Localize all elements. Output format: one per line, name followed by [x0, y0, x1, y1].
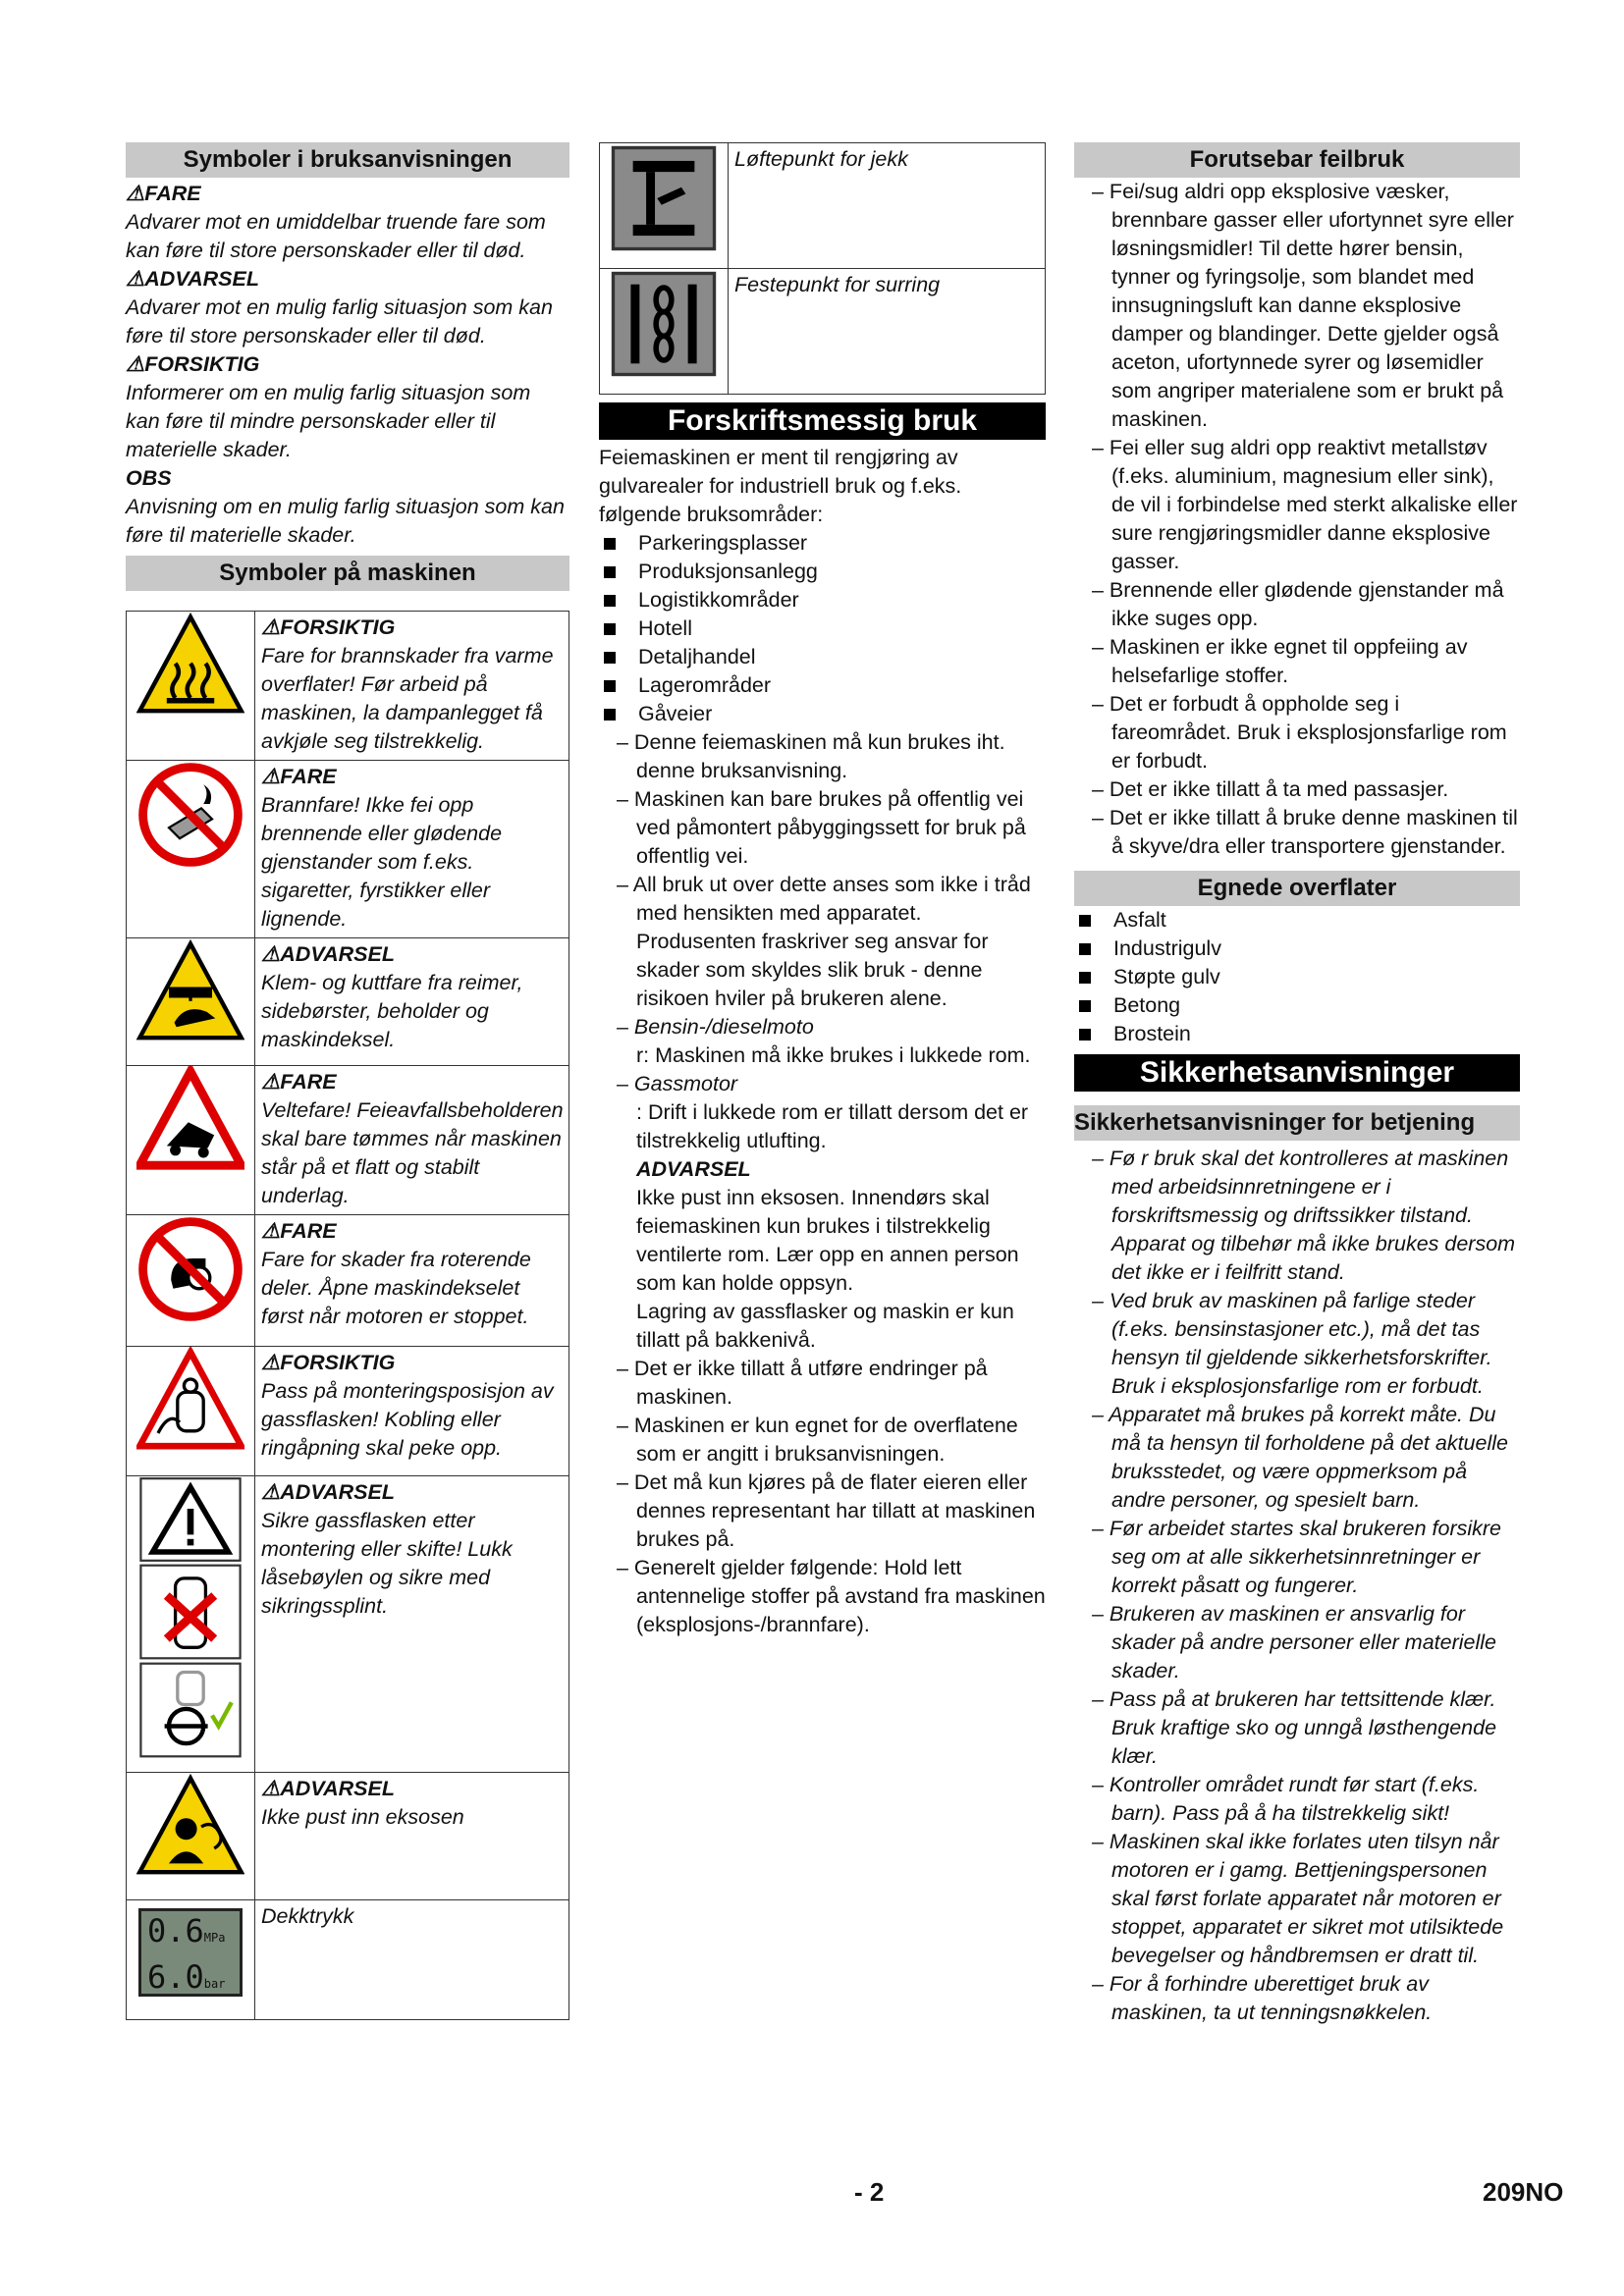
- storage-text: Lagring av gassflasker og maskin er kun tillatt på bakkenivå.: [636, 1300, 1014, 1352]
- warning-triangle-icon: ⚠: [261, 1480, 281, 1504]
- list-item: – Det er forbudt å oppholde seg i fareområdet. Bruk i eksplosjonsfarlige rom er forbudt.: [1092, 692, 1507, 773]
- symbol-row: ⚠FARE Fare for skader fra roterende deler. Åpne maskindekselet først når motoren er stoppet.: [127, 1215, 569, 1347]
- list-item: – Det må kun kjøres på de flater eieren eller dennes representant har tillatt at maskinen brukes på.: [617, 1470, 1036, 1551]
- misuse-list: [1074, 178, 1520, 861]
- sub-heading: Sikkerhetsanvisninger for betjening: [1074, 1105, 1520, 1141]
- section-heading: Symboler på maskinen: [126, 556, 569, 591]
- list-item: – Ved bruk av maskinen på farlige steder (f.eks. bensinstasjoner etc.), må det tas hensyn til gjeldende sikkerhetsforskrifter. Bruk i eksplosjonsfarlige rom er forbudt.: [1092, 1289, 1492, 1398]
- point-table: [599, 142, 1046, 395]
- tyre-pressure-display: 0.6MPa 6.0bar: [138, 1908, 243, 1997]
- warning-triangle-icon: ⚠: [261, 615, 281, 639]
- intro-text: Feiemaskinen er ment til rengjøring av gulvarealer for industriell bruk og f.eks. følgende bruksområder:: [599, 446, 962, 526]
- symbol-row: ⚠ADVARSEL Sikre gassflasken etter montering eller skifte! Lukk låsebøylen og sikre med sikringssplint.: [127, 1476, 569, 1773]
- tie-point-label: Festepunkt for surring: [734, 273, 941, 296]
- list-item: Gåveier: [599, 700, 1046, 728]
- list-item: – Før arbeidet startes skal brukeren forsikre seg om at alle sikkerhetsinnretninger er korrekt påsatt og fungerer.: [1092, 1517, 1502, 1597]
- list-item: Støpte gulv: [1074, 963, 1520, 991]
- no-burning-objects-icon: [136, 761, 244, 869]
- symbol-row: ⚠ADVARSEL Klem- og kuttfare fra reimer, sidebørster, beholder og maskindeksel.: [127, 938, 569, 1066]
- list-item: – Maskinen skal ikke forlates uten tilsyn når motoren er i gamg. Bettjeningspersonen skal først forlate apparatet når motoren er stoppet, apparatet er sikret mot utilsiktede bevegelser og håndbremsen er dratt til.: [1092, 1830, 1504, 1967]
- rules-list-b: [599, 1355, 1046, 1639]
- tipping-hazard-warning-icon: [136, 1066, 244, 1174]
- symbol-row: ⚠ADVARSEL Ikke pust inn eksosen: [127, 1773, 569, 1900]
- list-item: Produksjonsanlegg: [599, 558, 1046, 586]
- def-obs: OBS Anvisning om en mulig farlig situasjon som kan føre til materielle skader.: [126, 466, 565, 547]
- list-item: Detaljhandel: [599, 643, 1046, 671]
- gas-bottle-position-warning-icon: [136, 1347, 244, 1455]
- list-item: – Bensin-/dieselmoto: [617, 1015, 814, 1039]
- list-item: – Maskinen er kun egnet for de overflatene som er angitt i bruksanvisningen.: [617, 1414, 1018, 1466]
- document-code: 209NO: [1483, 2177, 1564, 2207]
- petrol-text: r: Maskinen må ikke brukes i lukkede rom.: [636, 1043, 1031, 1067]
- list-item: – Apparatet må brukes på korrekt måte. Du må ta hensyn til forholdene på det aktuelle bruksstedet, og være oppmerksom på andre personer, og spesielt barn.: [1092, 1403, 1508, 1512]
- symbol-row: ⚠FORSIKTIG Pass på monteringsposisjon av gassflasken! Kobling eller ringåpning skal peke opp.: [127, 1347, 569, 1476]
- list-item: – Kontroller området rundt før start (f.eks. barn). Pass på å ha tilstrekkelig sikt!: [1092, 1773, 1480, 1825]
- gas-bottle-secured-icon: [136, 1661, 244, 1759]
- caution-exclamation-icon: [136, 1476, 244, 1563]
- list-item: – Generelt gjelder følgende: Hold lett antennelige stoffer på avstand fra maskinen (eksplosjons-/brannfare).: [617, 1556, 1046, 1636]
- section-heading: Egnede overflater: [1074, 871, 1520, 906]
- list-item: Logistikkområder: [599, 586, 1046, 614]
- symbol-row: [600, 269, 1046, 395]
- warning-triangle-icon: ⚠: [261, 1351, 281, 1374]
- gas-bottle-unsecured-icon: [136, 1563, 244, 1661]
- warning-triangle-icon: ⚠: [261, 765, 281, 788]
- column-2: [599, 142, 1046, 1639]
- section-heading: Forutsebar feilbruk: [1074, 142, 1520, 178]
- jack-lift-point-icon: [609, 143, 719, 253]
- warning-text: Ikke pust inn eksosen. Innendørs skal feiemaskinen kun brukes i tilstrekkelig ventilerte rom. Lær opp en annen person som kan holde oppsyn.: [636, 1186, 1019, 1295]
- list-item: Betong: [1074, 991, 1520, 1020]
- surface-list: [1074, 906, 1520, 1048]
- list-item: – Maskinen kan bare brukes på offentlig vei ved påmontert påbyggingssett for bruk på offentlig vei.: [617, 787, 1026, 868]
- list-item: Brostein: [1074, 1020, 1520, 1048]
- column-3: [1074, 142, 1520, 2027]
- list-item: – Denne feiemaskinen må kun brukes iht. denne bruksanvisning.: [617, 730, 1005, 782]
- warning-triangle-icon: ⚠: [126, 182, 145, 205]
- symbol-row: [127, 1900, 569, 2020]
- tyre-pressure-label: Dekktrykk: [261, 1904, 354, 1928]
- list-item: – Pass på at brukeren har tettsittende klær. Bruk kraftige sko og unngå løsthengende klær.: [1092, 1687, 1497, 1768]
- list-item: – For å forhindre uberettiget bruk av maskinen, ta ut tenningsnøkkelen.: [1092, 1972, 1433, 2024]
- list-item: Asfalt: [1074, 906, 1520, 934]
- def-forsiktig: ⚠FORSIKTIG Informerer om en mulig farlig situasjon som kan føre til mindre personskader eller til materielle skader.: [126, 352, 531, 461]
- crush-hazard-warning-icon: [136, 938, 244, 1046]
- list-item: – Fei/sug aldri opp eksplosive væsker, brennbare gasser eller ufortynnet syre eller løsningsmidler! Til dette hører bensin, tynner og fyringsolje, som blandet med innsugningsluft kan danne eksplosive damper og blandinger. Dette gjelder også aceton, ufortynnede syrer og løsemidler som angriper materialene som er brukt på maskinen.: [1092, 180, 1514, 431]
- exhaust-warning-icon: [136, 1773, 244, 1881]
- list-item: – Det er ikke tillatt å utføre endringer på maskinen.: [617, 1357, 988, 1409]
- column-1: [126, 142, 569, 2020]
- list-item: – Brennende eller glødende gjenstander må ikke suges opp.: [1092, 578, 1504, 630]
- section-heading: Forskriftsmessig bruk: [599, 402, 1046, 440]
- warning-triangle-icon: ⚠: [126, 267, 145, 291]
- rotating-parts-prohibition-icon: [136, 1215, 244, 1323]
- page-number: - 2: [854, 2177, 885, 2207]
- list-item: – Fei eller sug aldri opp reaktivt metallstøv (f.eks. aluminium, magnesium eller sink), de vil i forbindelse med sterkt alkaliske eller sure rengjøringsmidler danne eksplosive gasser.: [1092, 436, 1518, 573]
- gas-text: : Drift i lukkede rom er tillatt dersom det er tilstrekkelig utlufting.: [636, 1100, 1029, 1152]
- list-item: – Det er ikke tillatt å ta med passasjer.: [1092, 777, 1449, 801]
- lift-point-label: Løftepunkt for jekk: [734, 147, 908, 171]
- warning-triangle-icon: ⚠: [261, 1070, 281, 1094]
- warning-label: ADVARSEL: [636, 1157, 751, 1181]
- symbol-row: ⚠FARE Brannfare! Ikke fei opp brennende eller glødende gjenstander som f.eks. sigaretter, fyrstikker eller lignende.: [127, 761, 569, 938]
- section-heading: Sikkerhetsanvisninger: [1074, 1054, 1520, 1092]
- symbol-row: [600, 143, 1046, 269]
- warning-triangle-icon: ⚠: [126, 352, 145, 376]
- def-advarsel: ⚠ADVARSEL Advarer mot en mulig farlig situasjon som kan føre til store personskader eller til død.: [126, 267, 553, 347]
- list-item: – Det er ikke tillatt å bruke denne maskinen til å skyve/dra eller transportere gjenstander.: [1092, 806, 1518, 858]
- list-item: Parkeringsplasser: [599, 529, 1046, 558]
- list-item: Industrigulv: [1074, 934, 1520, 963]
- list-item: – Maskinen er ikke egnet til oppfeiing av helsefarlige stoffer.: [1092, 635, 1468, 687]
- list-item: Hotell: [599, 614, 1046, 643]
- section-heading: Symboler i bruksanvisningen: [126, 142, 569, 178]
- safety-list: [1074, 1145, 1520, 2027]
- warning-triangle-icon: ⚠: [261, 942, 281, 966]
- warning-triangle-icon: ⚠: [261, 1219, 281, 1243]
- hot-surface-warning-icon: [136, 612, 244, 720]
- area-list: [599, 529, 1046, 728]
- list-item: – All bruk ut over dette anses som ikke i tråd med hensikten med apparatet. Produsenten fraskriver seg ansvar for skader som skyldes slik bruk - denne risikoen hviler på brukeren alene.: [617, 873, 1031, 1010]
- warning-triangle-icon: ⚠: [261, 1777, 281, 1800]
- symbol-row: ⚠FARE Veltefare! Feieavfallsbeholderen skal bare tømmes når maskinen står på et flatt og stabilt underlag.: [127, 1066, 569, 1215]
- tie-down-point-icon: [609, 269, 719, 379]
- list-item: – Fø r bruk skal det kontrolleres at maskinen med arbeidsinnretningene er i forskriftsmessig og driftssikker tilstand. Apparat og tilbehør må ikke brukes dersom det ikke er i feilfritt stand.: [1092, 1147, 1516, 1284]
- def-fare: ⚠FARE Advarer mot en umiddelbar truende fare som kan føre til store personskader eller til død.: [126, 182, 546, 262]
- list-item: Lagerområder: [599, 671, 1046, 700]
- symbol-table: [126, 611, 569, 2020]
- symbol-row: ⚠FORSIKTIG Fare for brannskader fra varme overflater! Før arbeid på maskinen, la dampanlegget få avkjøle seg tilstrekkelig.: [127, 612, 569, 761]
- list-item: – Gassmotor: [617, 1072, 738, 1095]
- list-item: – Brukeren av maskinen er ansvarlig for skader på andre personer eller materielle skader.: [1092, 1602, 1496, 1682]
- rules-list-a: [599, 728, 1046, 1041]
